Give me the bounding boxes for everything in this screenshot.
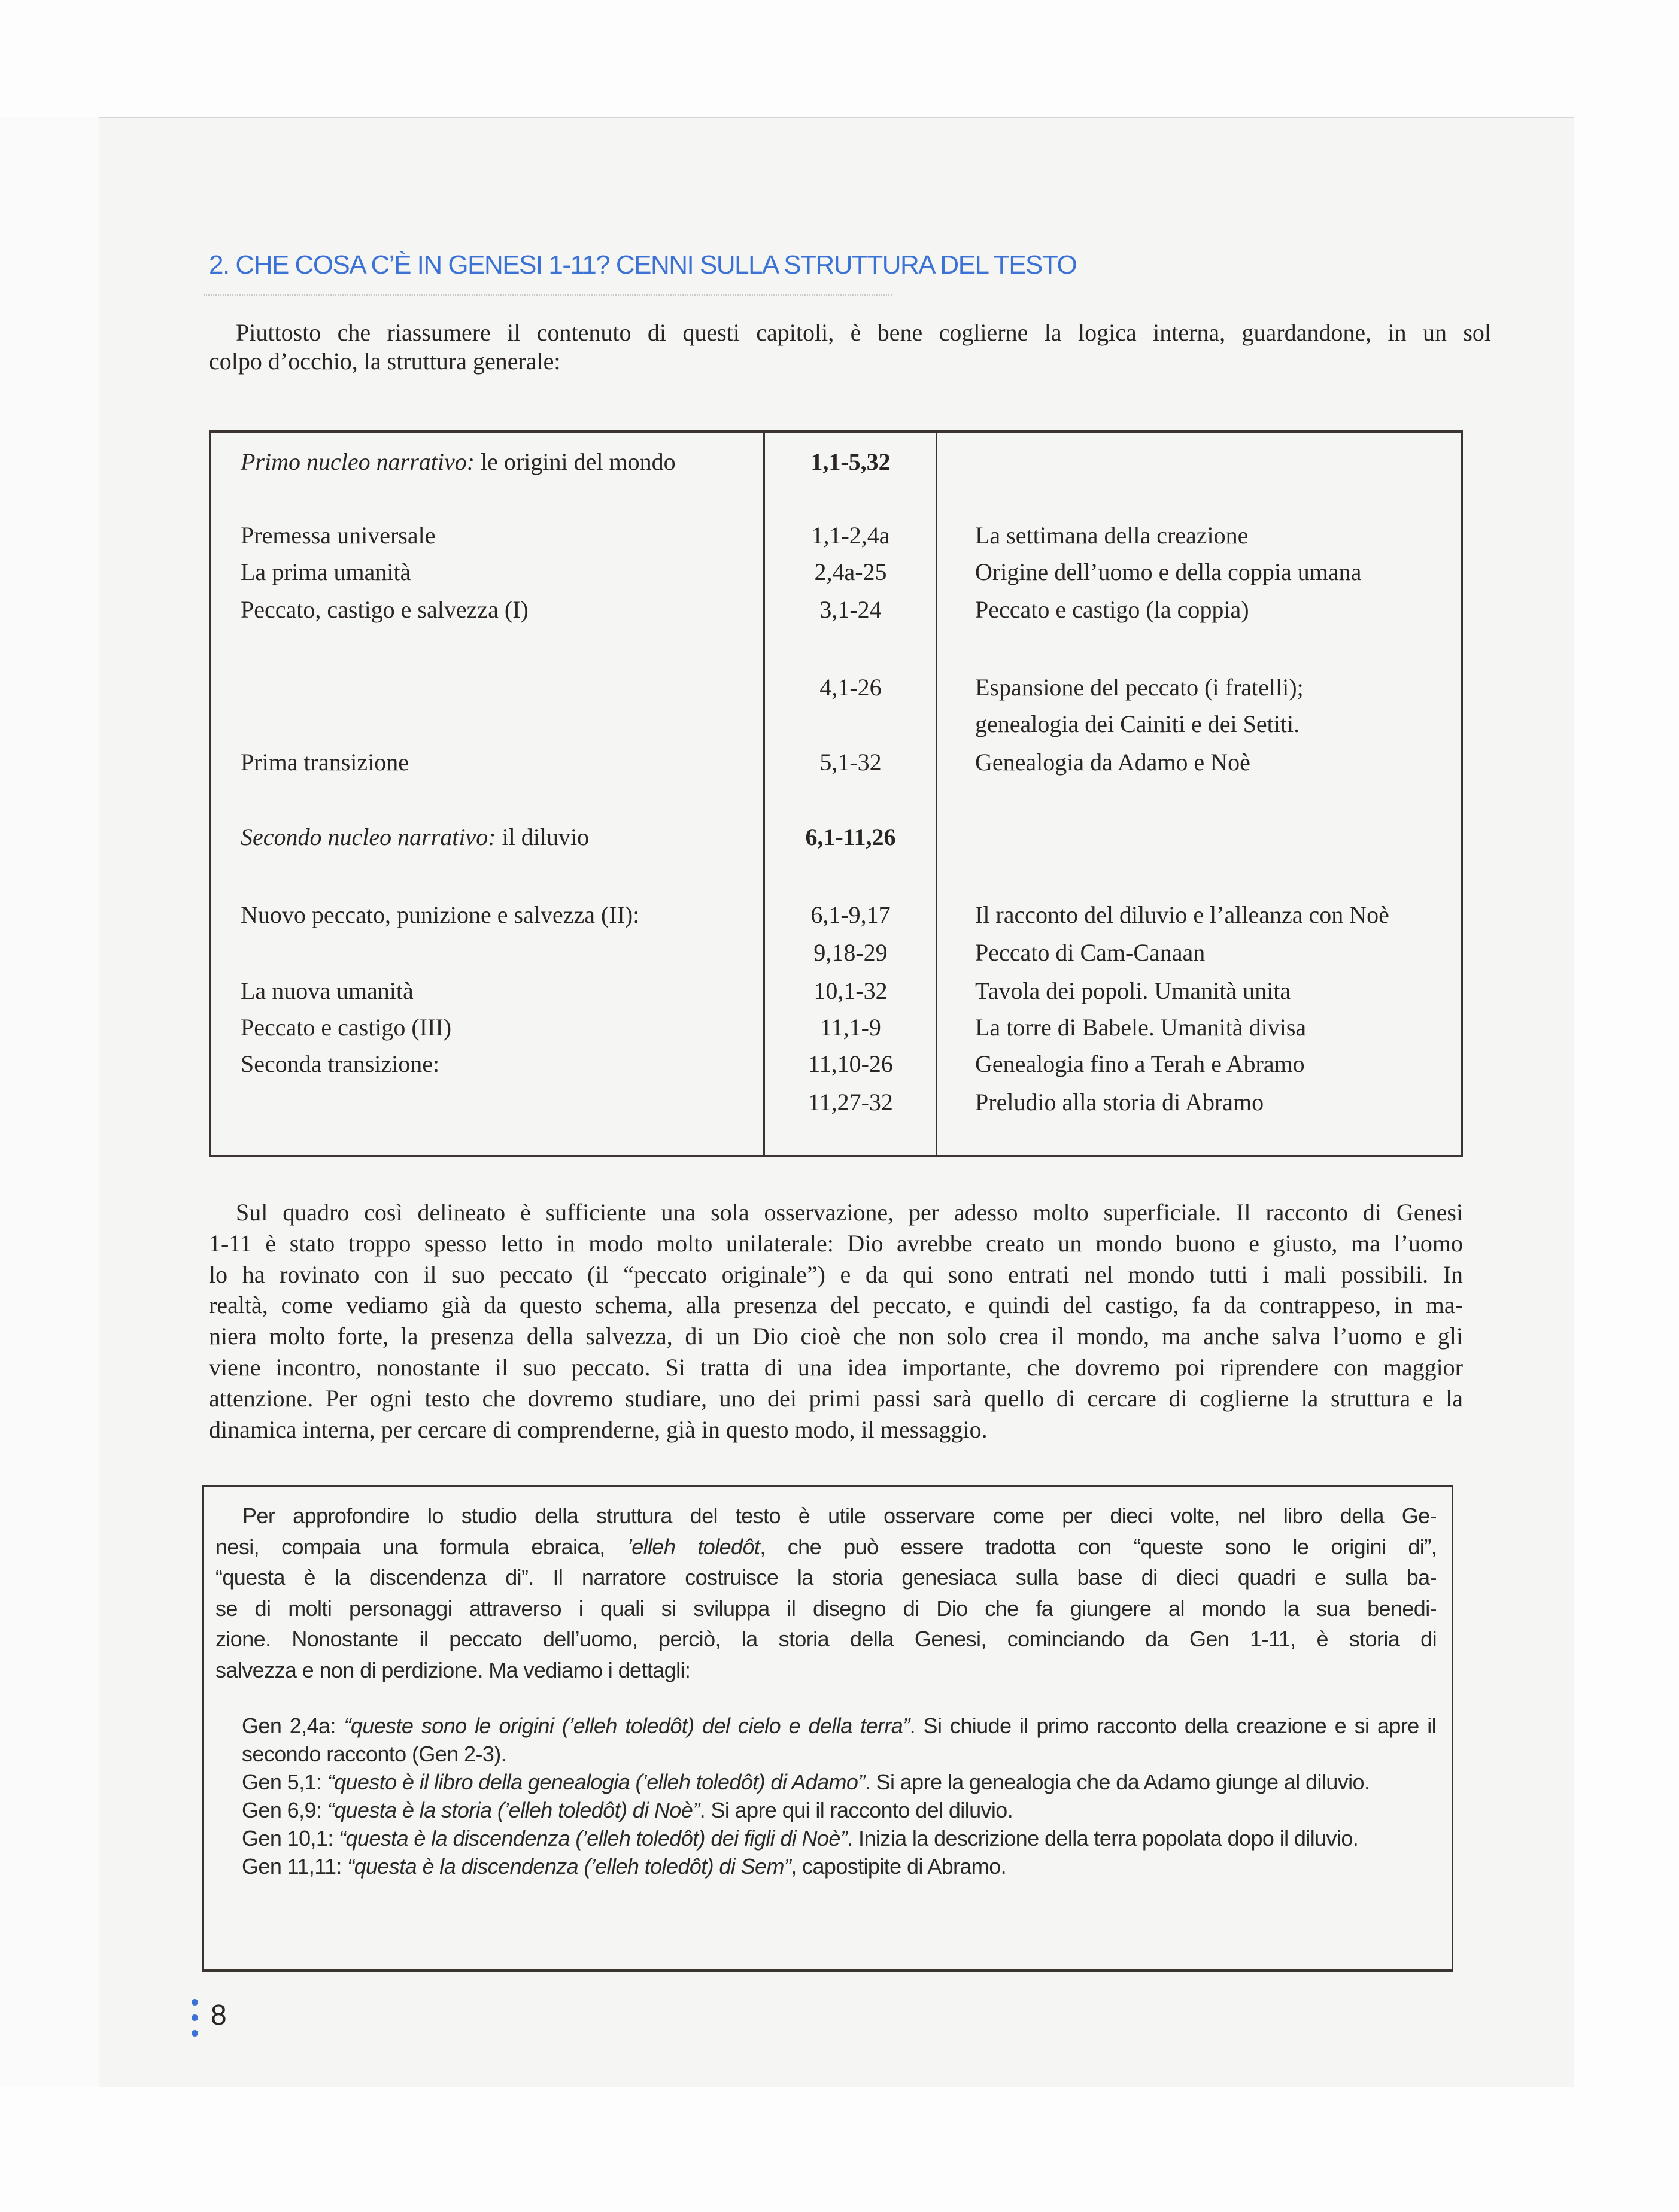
paragraph-line: 1-11 è stato troppo spesso letto in modo molto unilaterale: Dio avrebbe creato un mondo buono e giusto, ma l’uomo: [209, 1229, 1463, 1257]
entry-quote: “queste sono le origini (’elleh toledôt) del cielo e della terra”: [344, 1713, 910, 1738]
toledot-entry: [242, 1768, 1436, 1796]
row-description: Genealogia fino a Terah e Abramo: [975, 1050, 1305, 1077]
table-row: [211, 557, 1461, 587]
box-line: [215, 1532, 1437, 1563]
toledot-entry: [242, 1796, 1436, 1824]
row-label: [241, 976, 414, 1006]
scan-margin: [0, 117, 99, 2086]
box-line: [215, 1624, 1437, 1655]
entry-ref: Gen 10,1:: [242, 1826, 339, 1851]
paragraph-line: Sul quadro così delineato è sufficiente una sola osservazione, per adesso molto superficiale. Il racconto di Genesi: [236, 1199, 1463, 1226]
observation-paragraph: [209, 1197, 1463, 1445]
row-label-text: Premessa universale: [241, 522, 436, 549]
row-description: Preludio alla storia di Abramo: [975, 1089, 1264, 1116]
row-description: La settimana della creazione: [975, 522, 1249, 549]
table-row: [211, 748, 1461, 777]
row-reference: 11,1-9: [820, 1014, 881, 1041]
box-text: zione. Nonostante il peccato dell’uomo, perciò, la storia della Genesi, cominciando da Gen 1-11, è storia di: [215, 1627, 1437, 1651]
table-row: [211, 1087, 1461, 1117]
row-reference: 1,1-5,32: [810, 448, 891, 475]
row-reference: 3,1-24: [819, 596, 882, 623]
paragraph-line: attenzione. Per ogni testo che dovremo studiare, uno dei primi passi sarà quello di cercare di coglierne la struttura e la: [209, 1384, 1463, 1412]
section-heading: 2. CHE COSA C’È IN GENESI 1-11? CENNI SULLA STRUTTURA DEL TESTO: [209, 250, 1077, 279]
page-dot-icon: [192, 2014, 198, 2021]
page-number: 8: [211, 2000, 227, 2031]
row-label-text: Peccato e castigo (III): [241, 1014, 452, 1041]
row-description: Peccato di Cam-Canaan: [975, 939, 1206, 966]
entry-note: . Si chiude il primo racconto della creazione e si apre il secondo racconto (Gen 2-3).: [242, 1713, 1436, 1766]
intro-line: colpo d’occhio, la struttura generale:: [209, 348, 561, 375]
row-description: Peccato e castigo (la coppia): [975, 596, 1249, 623]
entry-quote: “questa è la discendenza (’elleh toledôt) di Sem”: [347, 1854, 791, 1879]
row-label-italic: Secondo nucleo narrativo:: [241, 824, 496, 850]
toledot-box: [202, 1485, 1453, 1972]
paragraph-line: viene incontro, nonostante il suo peccato. Si tratta di una idea importante, che dovremo poi riprendere con maggior: [209, 1353, 1463, 1381]
paragraph-line: dinamica interna, per cercare di comprenderne, già in questo modo, il messaggio.: [209, 1415, 988, 1443]
row-label-text: Peccato, castigo e salvezza (I): [241, 596, 529, 623]
row-label: [241, 1013, 451, 1043]
toledot-entry: [242, 1852, 1436, 1880]
box-text: salvezza e non di perdizione. Ma vediamo i dettagli:: [215, 1657, 691, 1682]
row-label: [241, 557, 411, 587]
entry-quote: “questa è la storia (’elleh toledôt) di Noè”: [327, 1798, 700, 1822]
table-row: [211, 673, 1461, 703]
row-description: genealogia dei Cainiti e dei Setiti.: [975, 710, 1300, 737]
table-row: [211, 447, 1461, 477]
paragraph-line: lo ha rovinato con il suo peccato (il “peccato originale”) e da qui sono entrati nel mondo tutti i mali possibili. In: [209, 1260, 1463, 1288]
row-reference: 11,27-32: [808, 1089, 893, 1116]
row-label-text: Prima transizione: [241, 749, 409, 776]
table-row: [211, 822, 1461, 852]
row-label-italic: Primo nucleo narrativo:: [241, 448, 475, 475]
table-row: [211, 900, 1461, 930]
row-reference: 11,10-26: [808, 1050, 893, 1077]
entry-ref: Gen 11,11:: [242, 1854, 348, 1879]
entry-ref: Gen 5,1:: [242, 1770, 327, 1794]
row-label: [241, 748, 409, 777]
box-italic: ’elleh toledôt: [627, 1534, 760, 1559]
heading-rule: [204, 294, 892, 296]
row-description: Origine dell’uomo e della coppia umana: [975, 558, 1362, 585]
table-row: [211, 938, 1461, 968]
row-reference: 9,18-29: [813, 939, 888, 966]
box-line: [215, 1593, 1437, 1624]
row-description: Il racconto del diluvio e l’alleanza con Noè: [975, 901, 1389, 928]
row-label: [241, 1049, 439, 1079]
row-reference: 6,1-11,26: [805, 824, 896, 850]
table-row: [211, 709, 1461, 739]
entry-note: . Inizia la descrizione della terra popolata dopo il diluvio.: [847, 1826, 1359, 1851]
row-label-text: le origini del mondo: [475, 448, 676, 475]
paragraph-line: realtà, come vediamo già da questo schema, alla presenza del peccato, e quindi del castigo, fa da contrappeso, in ma-: [209, 1292, 1463, 1319]
structure-table: [209, 430, 1463, 1157]
table-row: [211, 521, 1461, 551]
row-label: [241, 900, 639, 930]
entry-note: . Si apre la genealogia che da Adamo giunge al diluvio.: [864, 1770, 1370, 1794]
row-reference: 2,4a-25: [814, 558, 887, 585]
toledot-list: [242, 1712, 1436, 1880]
row-description: Genealogia da Adamo e Noè: [975, 749, 1250, 776]
row-label-text: Seconda transizione:: [241, 1050, 440, 1077]
row-label-text: il diluvio: [496, 824, 590, 850]
table-row: [211, 976, 1461, 1006]
row-reference: 4,1-26: [819, 674, 882, 701]
row-description: La torre di Babele. Umanità divisa: [975, 1014, 1307, 1041]
row-reference: 10,1-32: [813, 977, 888, 1004]
box-text: se di molti personaggi attraverso i quali si sviluppa il disegno di Dio che fa giungere al mondo la sua benedi-: [215, 1596, 1437, 1621]
paragraph-line: niera molto forte, la presenza della salvezza, di un Dio cioè che non solo crea il mondo, ma anche salva l’uomo e gli: [209, 1323, 1463, 1350]
entry-ref: Gen 6,9:: [242, 1798, 327, 1822]
table-row: [211, 1049, 1461, 1079]
toledot-entry: [242, 1824, 1436, 1852]
box-text: , che può essere tradotta con “queste sono le origini di”,: [760, 1534, 1437, 1559]
table-row: [211, 595, 1461, 625]
row-label: [241, 822, 589, 852]
box-text: “questa è la discendenza di”. Il narratore costruisce la storia genesiaca sulla base di dieci quadri e sulla ba-: [215, 1565, 1437, 1590]
row-label: [241, 521, 435, 551]
toledot-entry: [242, 1712, 1436, 1768]
entry-quote: “questa è la discendenza (’elleh toledôt) dei figli di Noè”: [339, 1826, 848, 1851]
box-line: [215, 1562, 1437, 1593]
row-reference: 1,1-2,4a: [811, 522, 890, 549]
row-label: [241, 595, 529, 625]
intro-line: Piuttosto che riassumere il contenuto di questi capitoli, è bene coglierne la logica interna, guardandone, in un sol: [236, 319, 1491, 346]
row-description: Tavola dei popoli. Umanità unita: [975, 977, 1291, 1004]
row-label-text: La nuova umanità: [241, 977, 414, 1004]
row-label-text: La prima umanità: [241, 558, 411, 585]
page-dot-icon: [192, 2030, 198, 2037]
entry-ref: Gen 2,4a:: [242, 1713, 344, 1738]
entry-note: , capostipite di Abramo.: [791, 1854, 1007, 1879]
box-line: [215, 1655, 1437, 1686]
box-text: Per approfondire lo studio della struttura del testo è utile osservare come per dieci volte, nel libro della Ge-: [242, 1503, 1437, 1528]
row-label-text: Nuovo peccato, punizione e salvezza (II):: [241, 901, 640, 928]
page-dot-icon: [192, 1999, 198, 2006]
box-intro: [215, 1500, 1437, 1685]
table-row: [211, 1013, 1461, 1043]
row-reference: 5,1-32: [819, 749, 882, 776]
entry-quote: “questo è il libro della genealogia (’elleh toledôt) di Adamo”: [327, 1770, 865, 1794]
row-reference: 6,1-9,17: [810, 901, 891, 928]
row-description: Espansione del peccato (i fratelli);: [975, 674, 1304, 701]
box-line: [215, 1500, 1437, 1532]
entry-note: . Si apre qui il racconto del diluvio.: [699, 1798, 1013, 1822]
intro-paragraph: [209, 318, 1491, 376]
box-text: nesi, compaia una formula ebraica,: [215, 1534, 627, 1559]
row-label: [241, 447, 676, 477]
